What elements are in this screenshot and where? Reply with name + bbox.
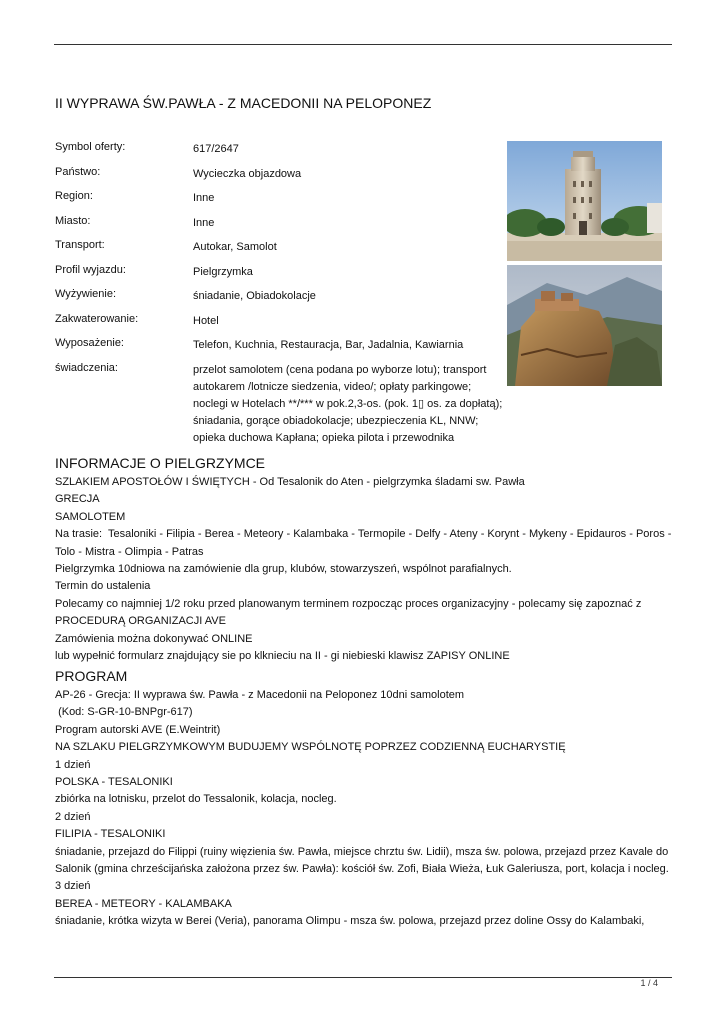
program-line: BEREA - METEORY - KALAMBAKA [55,897,232,910]
spec-label: Wyżywienie: [55,288,117,300]
spec-label: Region: [55,190,93,202]
info-section-heading: INFORMACJE O PIELGRZYMCE [55,455,266,471]
program-line: 3 dzień [55,880,91,893]
spec-row-city [55,215,505,240]
program-line: 1 dzień [55,758,91,771]
spec-value: 617/2647 [193,143,239,155]
spec-value: przelot samolotem (cena podana po wyborze lotu); transport autokarem /lotnicze siedzenia, video/; opłaty parkingowe; noclegi w Hotelach **/*** w pok.2,3-os. (pok. 1▯ os. za dopłatą); śniadania, gorące obiadokolacje; ubezpieczenia KL, NNW; opieka duchowa Kapłana; opieka pilota i przewodnika [193,363,503,444]
spec-row-accommodation [55,313,505,338]
spec-label: Wyposażenie: [55,337,124,349]
spec-row-equipment [55,337,505,362]
spec-value: Telefon, Kuchnia, Restauracja, Bar, Jadalnia, Kawiarnia [193,339,464,351]
page-title: II WYPRAWA ŚW.PAWŁA - Z MACEDONII NA PELOPONEZ [55,95,432,111]
info-line: Polecamy co najmniej 1/2 roku przed planowanym terminem rozpocząc proces organizacyjny - polecamy się zapoznać z PROCEDURĄ ORGANIZACJI AVE [55,597,645,628]
program-section-body [55,687,675,931]
spec-row-profile [55,264,505,289]
spec-row-transport [55,239,505,264]
page-number: 1 / 4 [640,978,658,988]
program-line: 2 dzień [55,810,91,823]
program-line: zbiórka na lotnisku, przelot do Tessalonik, kolacja, nocleg. [55,793,337,806]
info-line: Pielgrzymka 10dniowa na zamówienie dla grup, klubów, stowarzyszeń, wspólnot parafialnych. [55,563,512,576]
offer-specs-table [55,141,505,447]
footer-rule [54,977,672,978]
spec-row-services [55,362,505,447]
program-line: (Kod: S-GR-10-BNPgr-617) [55,706,193,719]
spec-row-symbol [55,141,505,166]
program-line: AP-26 - Grecja: II wyprawa św. Pawła - z Macedonii na Peloponez 10dni samolotem [55,689,465,701]
info-line: GRECJA [55,493,100,506]
info-line: SZLAKIEM APOSTOŁÓW I ŚWIĘTYCH - Od Tesalonik do Aten - pielgrzymka śladami sw. Pawła [55,476,525,488]
spec-value: Inne [193,216,215,229]
spec-row-region [55,190,505,215]
spec-label: Miasto: [55,214,91,227]
program-line: POLSKA - TESALONIKI [55,776,173,789]
program-line: Program autorski AVE (E.Weintrit) [55,723,221,736]
spec-value: Wycieczka objazdowa [193,167,302,180]
photo-graphic [507,141,662,261]
program-line: śniadanie, krótka wizyta w Berei (Veria), panorama Olimpu - msza św. polowa, przejazd przez doline Ossy do Kalambaki, [55,915,645,928]
spec-value: Inne [193,192,215,204]
spec-value: Autokar, Samolot [193,241,277,253]
spec-label: Transport: [55,239,105,251]
spec-label: świadczenia: [55,361,118,374]
meteora-monastery-photo [507,265,662,386]
spec-value: Pielgrzymka [193,265,253,278]
white-tower-thessaloniki-photo [507,141,662,261]
info-line: Zamówienia można dokonywać ONLINE [55,632,253,645]
info-line: lub wypełnić formularz znajdujący sie po klknieciu na II - gi niebieski klawisz ZAPISY ONLINE [55,650,510,663]
photo-graphic [507,265,662,386]
program-section-heading: PROGRAM [55,668,128,684]
spec-label: Państwo: [55,165,101,178]
spec-value: Hotel [193,314,219,327]
spec-label: Zakwaterowanie: [55,312,139,325]
info-line: Na trasie: Tesaloniki - Filipia - Berea - Meteory - Kalambaka - Termopile - Delfy - Ateny - Korynt - Mykeny - Epidauros - Poros - Tolo - Mistra - Olimpia - Patras [55,528,675,558]
program-line: FILIPIA - TESALONIKI [55,828,166,841]
info-section-body [55,474,675,665]
spec-label: Profil wyjazdu: [55,263,126,276]
info-line: SAMOLOTEM [55,510,126,523]
spec-row-meals [55,288,505,313]
spec-row-country [55,166,505,191]
spec-label: Symbol oferty: [55,141,126,153]
program-line: śniadanie, przejazd do Filippi (ruiny więzienia św. Pawła, miejsce chrztu św. Lidii), msza św. polowa, przejazd przez Kavale do Salonik (gmina chrześcijańska założona przez św. Pawła): kościół św. Zofi, Biała Wieża, Łuk Galeriusza, port, kolacja i nocleg. [55,845,672,876]
info-line: Termin do ustalenia [55,580,151,593]
spec-value: śniadanie, Obiadokolacje [193,290,316,302]
program-line: NA SZLAKU PIELGRZYMKOWYM BUDUJEMY WSPÓLNOTĘ POPRZEZ CODZIENNĄ EUCHARYSTIĘ [55,741,566,754]
header-rule [54,44,672,45]
